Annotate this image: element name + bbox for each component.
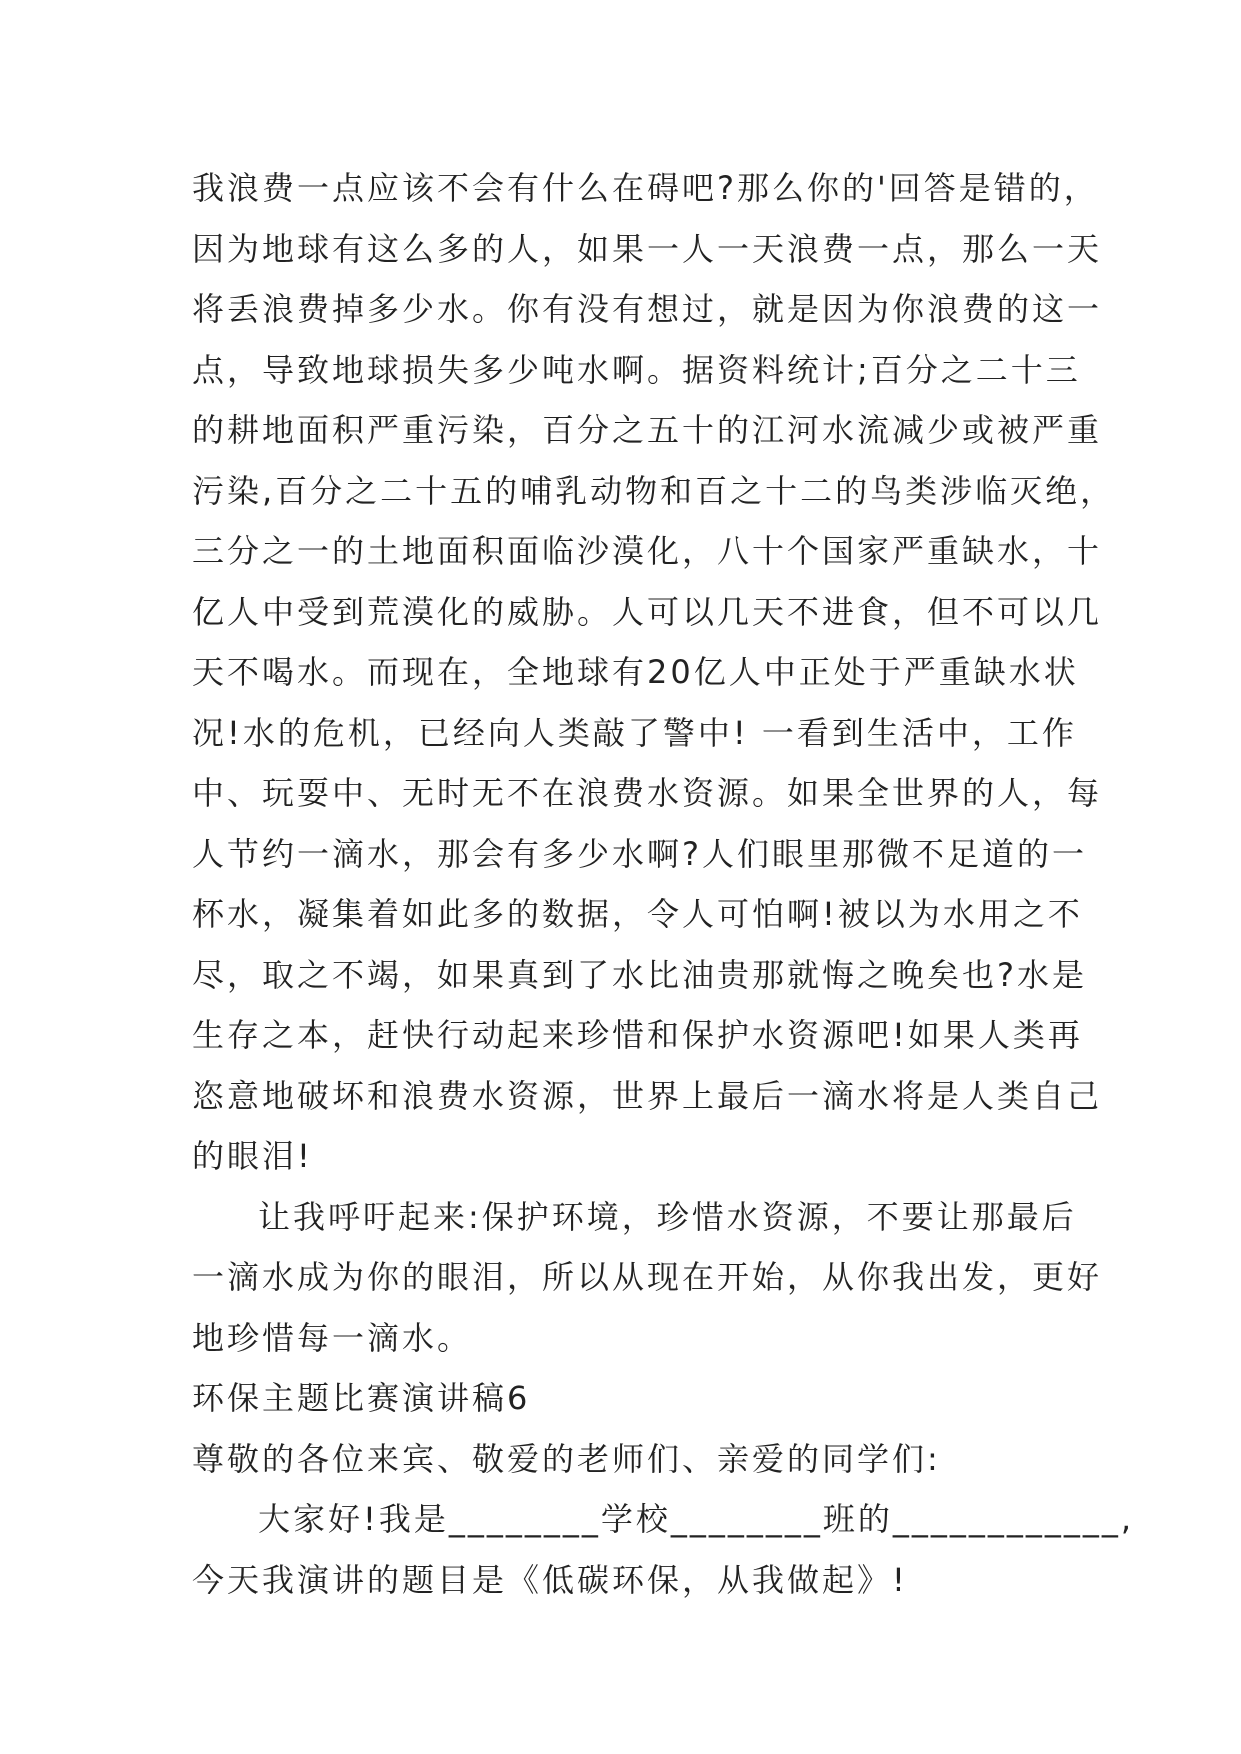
text-line: 污染,百分之二十五的哺乳动物和百之十二的鸟类涉临灭绝， (192, 471, 1116, 510)
text-line: 杯水，凝集着如此多的数据，令人可怕啊!被以为水用之不 (192, 895, 1083, 933)
text-line: 将丢浪费掉多少水。你有没有想过，就是因为你浪费的这一 (192, 290, 1103, 328)
fill-in-blank-line: 大家好!我是________学校________班的____________, (258, 1500, 1135, 1538)
text-line: 生存之本，赶快行动起来珍惜和保护水资源吧!如果人类再 (192, 1016, 1083, 1054)
text-line: 中、玩耍中、无时无不在浪费水资源。如果全世界的人，每 (192, 774, 1103, 812)
text-line: 恣意地破坏和浪费水资源，世界上最后一滴水将是人类自己 (192, 1076, 1103, 1115)
text-line: 的眼泪! (192, 1137, 313, 1175)
text-line: 尽，取之不竭，如果真到了水比油贵那就悔之晚矣也?水是 (192, 955, 1087, 994)
salutation-line: 尊敬的各位来宾、敬爱的老师们、亲爱的同学们: (192, 1439, 941, 1478)
text-line: 人节约一滴水，那会有多少水啊?人们眼里那微不足道的一 (192, 834, 1087, 873)
document-body (192, 158, 1135, 1610)
text-line: 三分之一的土地面积面临沙漠化，八十个国家严重缺水，十 (192, 532, 1103, 570)
text-line: 因为地球有这么多的人，如果一人一天浪费一点，那么一天 (192, 229, 1103, 268)
text-line: 亿人中受到荒漠化的威胁。人可以几天不进食，但不可以几 (192, 592, 1103, 631)
text-line: 点，导致地球损失多少吨水啊。据资料统计;百分之二十三 (192, 350, 1081, 389)
text-line: 况!水的危机，已经向人类敲了警中! 一看到生活中，工作 (192, 713, 1077, 752)
section-title: 环保主题比赛演讲稿6 (192, 1379, 531, 1417)
text-line: 地珍惜每一滴水。 (192, 1318, 473, 1357)
paragraph-start-line: 让我呼吁起来:保护环境，珍惜水资源，不要让那最后 (258, 1197, 1077, 1236)
text-line: 的耕地面积严重污染，百分之五十的江河水流减少或被严重 (192, 411, 1103, 449)
text-line: 今天我演讲的题目是《低碳环保，从我做起》! (192, 1560, 908, 1599)
text-line: 我浪费一点应该不会有什么在碍吧?那么你的'回答是错的， (192, 169, 1099, 207)
text-line: 天不喝水。而现在，全地球有20亿人中正处于严重缺水状 (192, 653, 1079, 691)
text-line: 一滴水成为你的眼泪，所以从现在开始，从你我出发，更好 (192, 1258, 1103, 1296)
